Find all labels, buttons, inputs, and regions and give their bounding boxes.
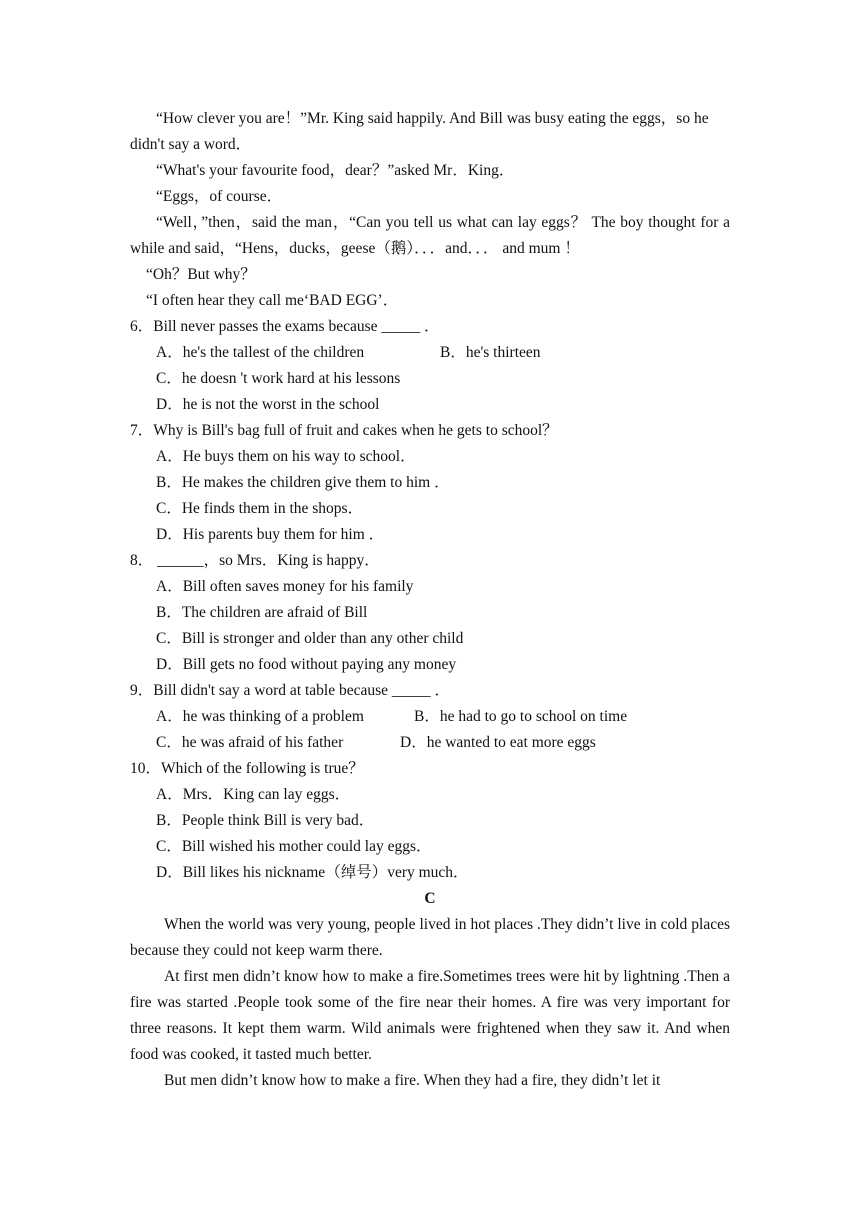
story-line: “Eggs，of course． bbox=[156, 188, 283, 205]
option-row bbox=[130, 730, 730, 756]
option-b: B．People think Bill is very bad． bbox=[156, 812, 375, 829]
story-line: “I often hear they call me‘BAD EGG’． bbox=[146, 292, 399, 309]
option-c: C．he doesn 't work hard at his lessons bbox=[156, 370, 401, 387]
option-b: B．He makes the children give them to him ． bbox=[156, 474, 450, 491]
question-stem: 10．Which of the following is true？ bbox=[130, 760, 364, 777]
question-stem: 7．Why is Bill's bag full of fruit and cakes when he gets to school？ bbox=[130, 422, 558, 439]
question-6 bbox=[130, 314, 730, 418]
option-a: A．Mrs．King can lay eggs． bbox=[156, 786, 351, 803]
question-stem: 9．Bill didn't say a word at table because _____ ． bbox=[130, 682, 451, 699]
option-c: C．Bill is stronger and older than any other child bbox=[156, 630, 464, 647]
question-7 bbox=[130, 418, 730, 548]
option-a: A．he's the tallest of the children bbox=[156, 344, 365, 361]
option-row bbox=[130, 704, 730, 730]
question-9 bbox=[130, 678, 730, 756]
option-a: A．Bill often saves money for his family bbox=[156, 578, 414, 595]
section-heading: C bbox=[424, 890, 436, 907]
story-line: “How clever you are！”Mr. King said happily. And Bill was busy eating the eggs，so he didn't say a word． bbox=[130, 110, 709, 153]
question-8 bbox=[130, 548, 730, 678]
question-10 bbox=[130, 756, 730, 886]
question-stem: 8． ______，so Mrs．King is happy． bbox=[130, 552, 380, 569]
option-row bbox=[130, 340, 730, 366]
option-a: A．He buys them on his way to school． bbox=[156, 448, 416, 465]
option-b: B．The children are afraid of Bill bbox=[156, 604, 368, 621]
option-c: C．he was afraid of his father bbox=[156, 734, 344, 751]
option-d: D．he wanted to eat more eggs bbox=[400, 734, 596, 751]
option-d: D．Bill gets no food without paying any money bbox=[156, 656, 457, 673]
question-stem: 6．Bill never passes the exams because _____ ． bbox=[130, 318, 440, 335]
document-page bbox=[130, 106, 730, 1094]
story-line: “Well，”then，said the man，“Can you tell us what can lay eggs？ The boy thought for a while and said，“Hens，ducks，geese（鹅）．．．and．．． and mum ！ bbox=[130, 214, 730, 257]
passage-paragraph: At first men didn’t know how to make a fire.Sometimes trees were hit by lightning .Then a fire was started .People took some of the fire near their homes. A fire was very important for three reasons. It kept them warm. Wild animals were frightened when they saw it. And when food was cooked, it tasted much better. bbox=[130, 968, 730, 1063]
story-line: “Oh？But why？ bbox=[146, 266, 256, 283]
option-c: C．Bill wished his mother could lay eggs． bbox=[156, 838, 432, 855]
passage-paragraph: When the world was very young, people lived in hot places .They didn’t live in cold places because they could not keep warm there. bbox=[130, 916, 730, 959]
option-a: A．he was thinking of a problem bbox=[156, 708, 364, 725]
story-line: “What's your favourite food，dear？”asked Mr．King． bbox=[156, 162, 515, 179]
option-d: D．Bill likes his nickname（绰号）very much． bbox=[156, 864, 469, 881]
option-b: B．he's thirteen bbox=[440, 344, 541, 361]
option-d: D．he is not the worst in the school bbox=[156, 396, 380, 413]
option-b: B．he had to go to school on time bbox=[414, 708, 628, 725]
option-c: C．He finds them in the shops． bbox=[156, 500, 364, 517]
passage-paragraph: But men didn’t know how to make a fire. When they had a fire, they didn’t let it bbox=[164, 1072, 661, 1089]
option-d: D．His parents buy them for him ． bbox=[156, 526, 385, 543]
